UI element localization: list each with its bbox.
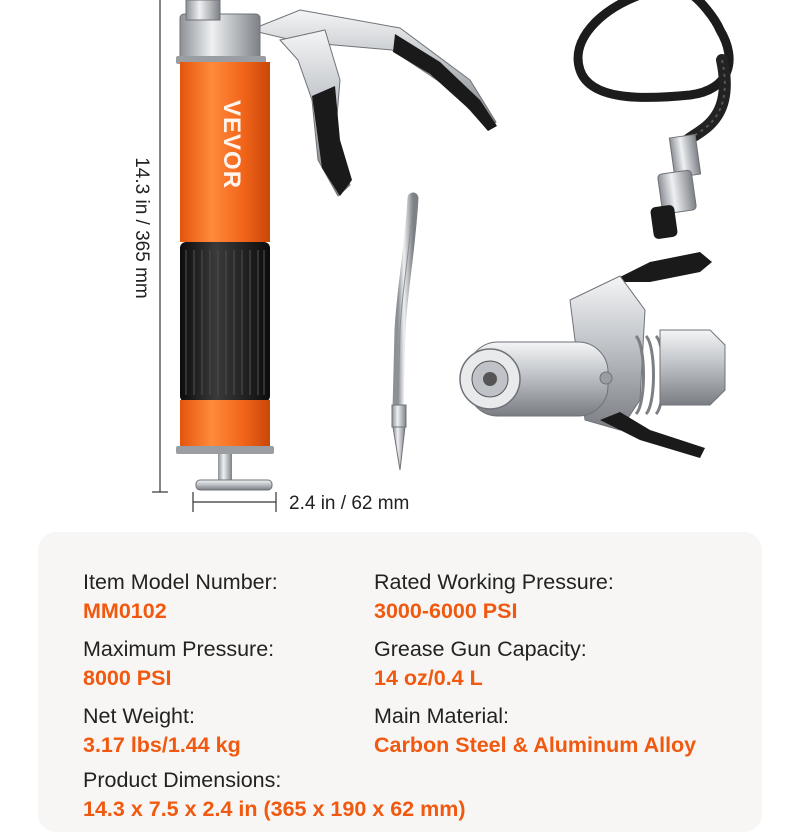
spec-net-weight xyxy=(83,702,241,760)
spec-grease-gun-capacity xyxy=(374,635,587,693)
spec-value: 8000 PSI xyxy=(83,666,172,690)
spec-label: Product Dimensions: xyxy=(83,768,282,792)
spec-value: Carbon Steel & Aluminum Alloy xyxy=(374,733,697,757)
spec-label: Maximum Pressure: xyxy=(83,637,275,661)
spec-value: 14.3 x 7.5 x 2.4 in (365 x 190 x 62 mm) xyxy=(83,797,466,821)
spec-label: Net Weight: xyxy=(83,704,195,728)
spec-label: Main Material: xyxy=(374,704,510,728)
width-dimension-label: 2.4 in / 62 mm xyxy=(289,493,410,514)
width-dimension-line xyxy=(193,492,276,512)
brand-logo: VEVOR xyxy=(218,100,245,190)
spec-main-material xyxy=(374,702,696,760)
spec-label: Grease Gun Capacity: xyxy=(374,637,587,661)
spec-label: Rated Working Pressure: xyxy=(374,570,614,594)
specs-card xyxy=(38,532,762,832)
height-dimension-label: 14.3 in / 365 mm xyxy=(131,157,152,299)
spec-value: 3000-6000 PSI xyxy=(374,599,518,623)
quick-coupler xyxy=(460,252,725,458)
spec-item-model-number xyxy=(83,568,278,626)
spec-value: 14 oz/0.4 L xyxy=(374,666,483,690)
spec-product-dimensions xyxy=(83,766,465,824)
spec-label: Item Model Number: xyxy=(83,570,278,594)
spec-rated-working-pressure xyxy=(374,568,614,626)
flexible-hose xyxy=(578,0,729,240)
spec-maximum-pressure xyxy=(83,635,274,693)
height-dimension-line xyxy=(152,0,168,492)
grease-gun xyxy=(176,0,497,490)
spec-value: 3.17 lbs/1.44 kg xyxy=(83,733,241,757)
extension-nozzle xyxy=(392,198,413,470)
spec-value: MM0102 xyxy=(83,599,167,623)
